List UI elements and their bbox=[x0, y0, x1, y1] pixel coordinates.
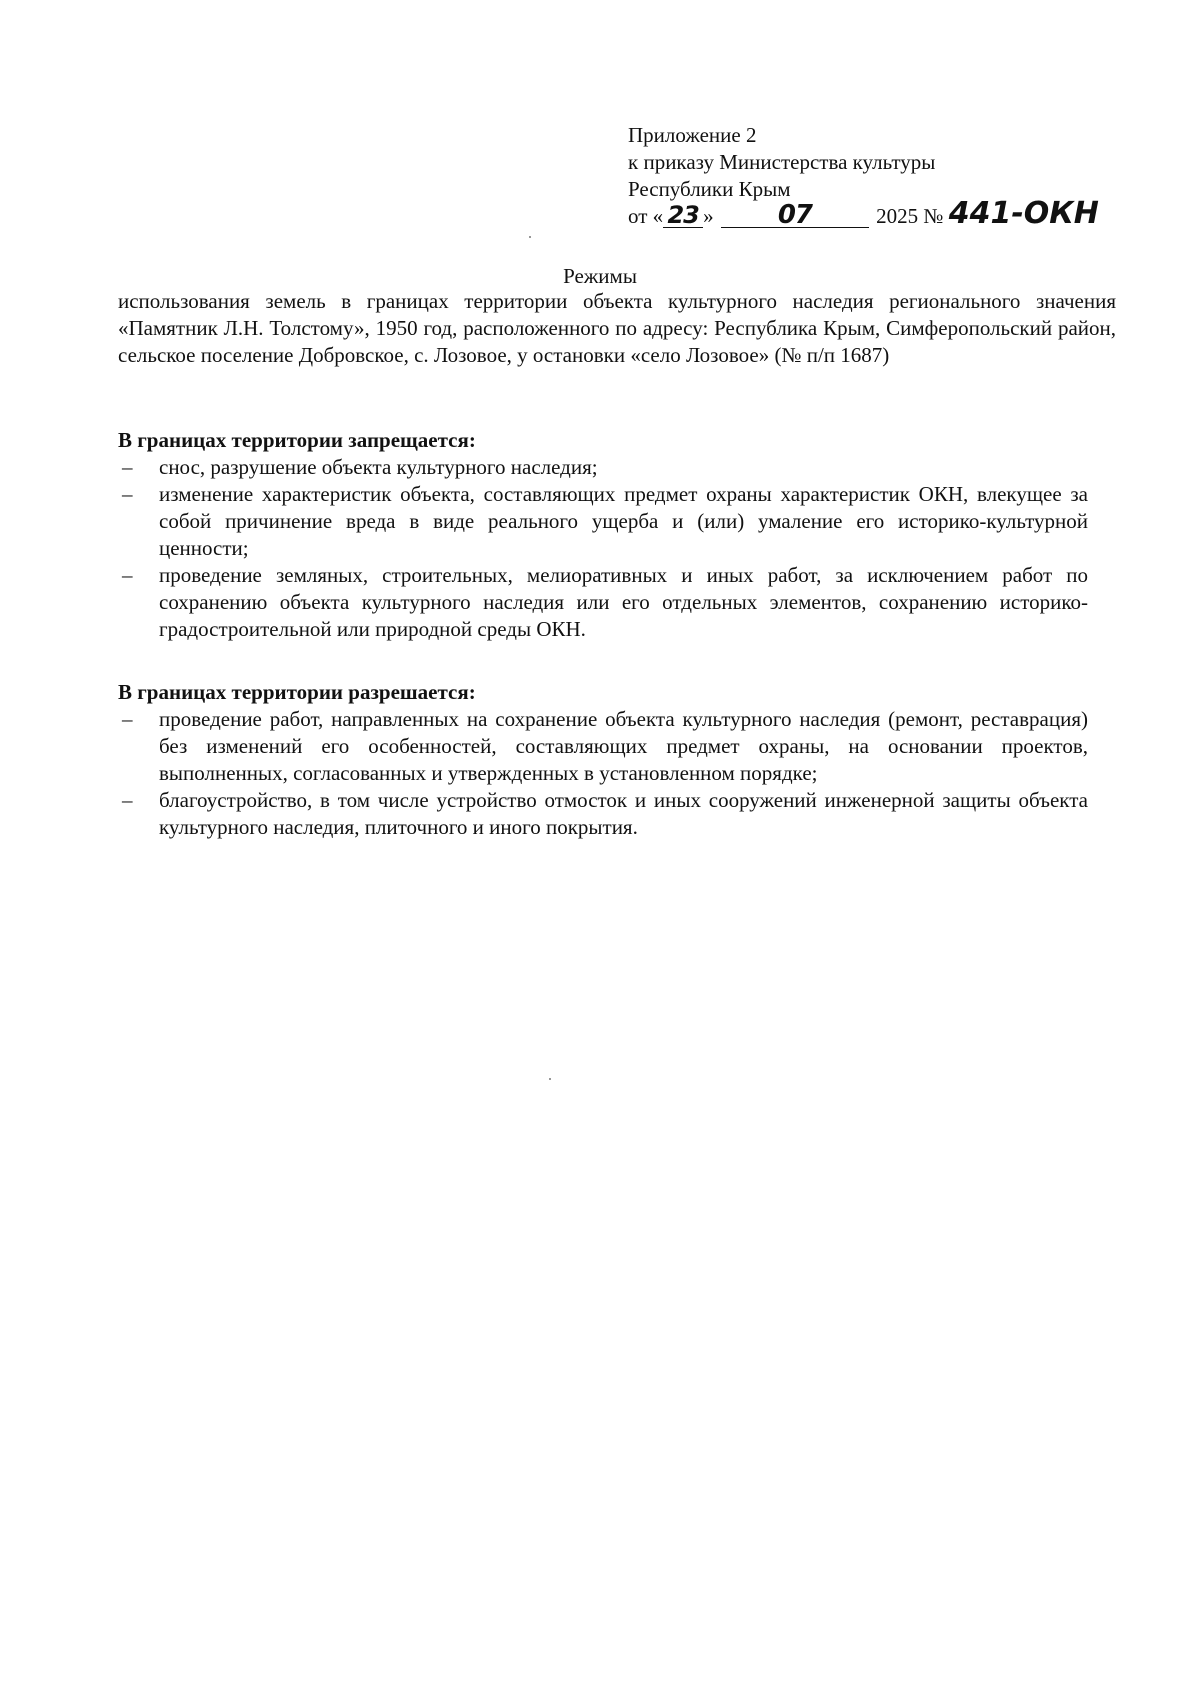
permitted-heading: В границах территории разрешается: bbox=[118, 680, 476, 704]
list-item bbox=[118, 562, 1088, 643]
scan-speck bbox=[529, 236, 531, 238]
dash-bullet: – bbox=[122, 707, 133, 731]
list-item bbox=[118, 706, 1088, 787]
list-item-text: проведение земляных, строительных, мелиоративных и иных работ, за исключением работ по сохранению объекта культурного наследия или его отдельных элементов, сохранению историко-градостроительной или природной среды ОКН. bbox=[159, 563, 1088, 641]
appendix-date-line bbox=[628, 196, 1108, 231]
date-day-field bbox=[663, 201, 703, 229]
date-prefix: от « bbox=[628, 204, 664, 228]
date-year: 2025 № bbox=[876, 204, 944, 228]
list-item bbox=[118, 454, 1088, 481]
prohibited-list bbox=[118, 454, 1088, 643]
list-item-text: проведение работ, направленных на сохранение объекта культурного наследия (ремонт, реставрация) без изменений его особенностей, составляющих предмет охраны, на основании проектов, выполненных, согласованных и утвержденных в установленном порядке; bbox=[159, 707, 1088, 785]
dash-bullet: – bbox=[122, 455, 133, 479]
order-number-handwritten: 441-ОКН bbox=[948, 196, 1099, 231]
appendix-order-ref: к приказу Министерства культуры bbox=[628, 150, 936, 174]
order-number-field bbox=[948, 196, 1099, 231]
list-item bbox=[118, 787, 1088, 841]
appendix-republic: Республики Крым bbox=[628, 177, 791, 201]
dash-bullet: – bbox=[122, 563, 133, 587]
dash-bullet: – bbox=[122, 788, 133, 812]
list-item bbox=[118, 481, 1088, 562]
date-month-field bbox=[721, 200, 869, 230]
date-day-suffix: » bbox=[703, 204, 714, 228]
dash-bullet: – bbox=[122, 482, 133, 506]
document-subtitle: использования земель в границах территории объекта культурного наследия регионального значения «Памятник Л.Н. Толстому», 1950 год, расположенного по адресу: Республика Крым, Симферопольский район, сельское поселение Добровское, с. Лозовое, у остановки «село Лозовое» (№ п/п 1687) bbox=[118, 289, 1116, 367]
appendix-number: Приложение 2 bbox=[628, 123, 757, 147]
document-title: Режимы bbox=[563, 264, 637, 288]
date-month-handwritten: 07 bbox=[777, 200, 812, 230]
scan-speck bbox=[549, 1078, 551, 1080]
date-day-handwritten: 23 bbox=[667, 201, 699, 229]
appendix-header bbox=[628, 122, 1108, 230]
list-item-text: изменение характеристик объекта, составляющих предмет охраны характеристик ОКН, влекущее за собой причинение вреда в виде реального ущерба и (или) умаление его историко-культурной ценности; bbox=[159, 482, 1088, 560]
list-item-text: благоустройство, в том числе устройство отмосток и иных сооружений инженерной защиты объекта культурного наследия, плиточного и иного покрытия. bbox=[159, 788, 1088, 839]
permitted-list bbox=[118, 706, 1088, 841]
prohibited-heading: В границах территории запрещается: bbox=[118, 428, 476, 452]
list-item-text: снос, разрушение объекта культурного наследия; bbox=[159, 455, 598, 479]
